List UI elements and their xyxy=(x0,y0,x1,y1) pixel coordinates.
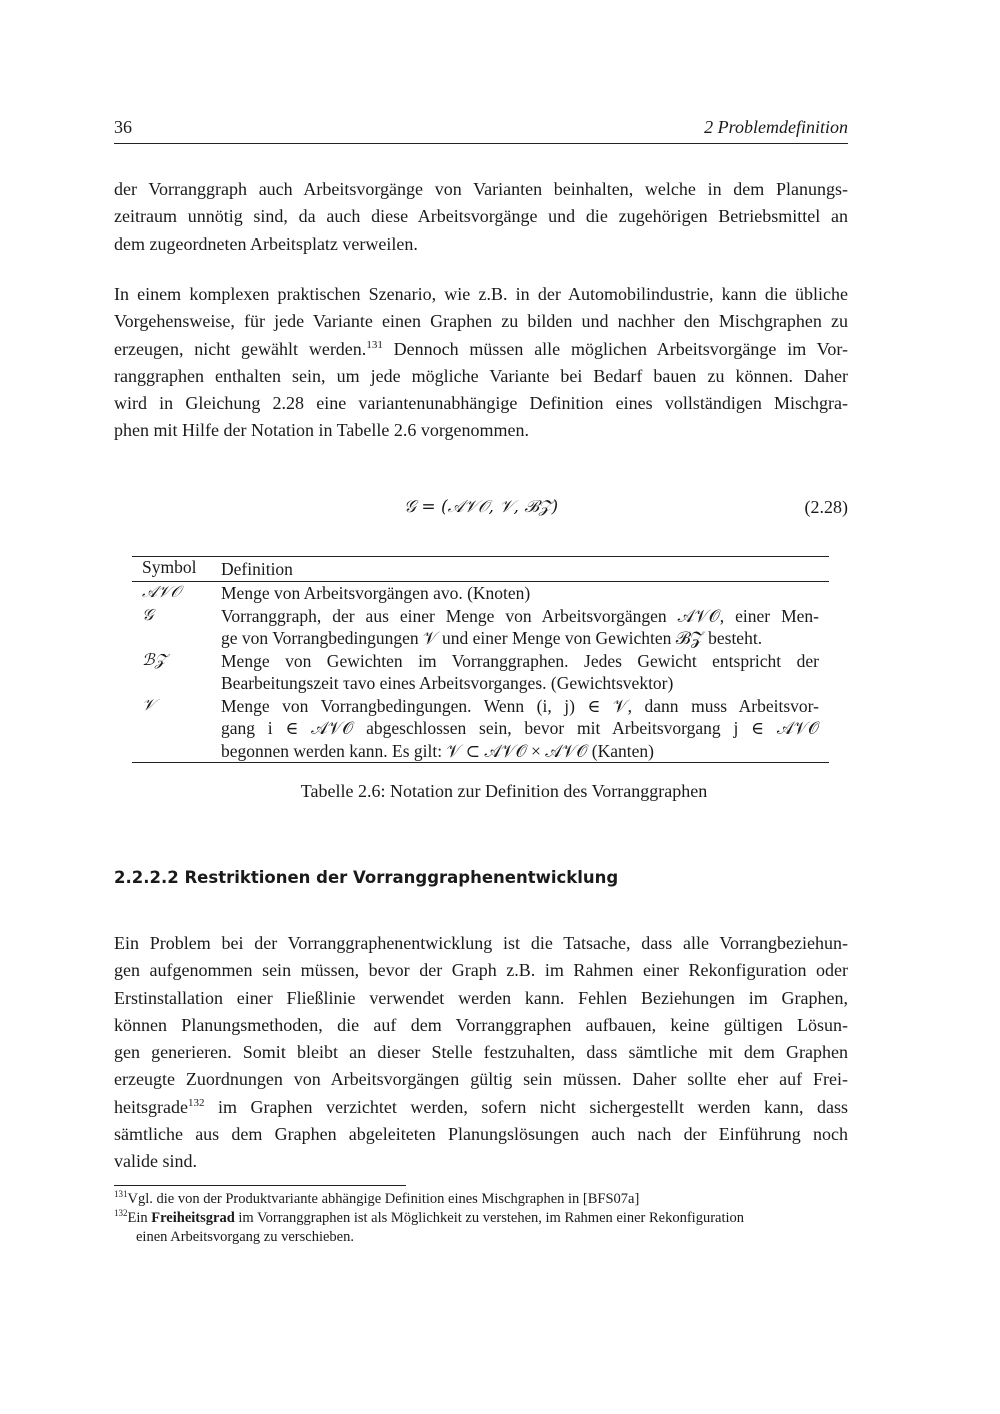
footnote-132 xyxy=(114,1209,848,1247)
row-symbol: 𝒢 xyxy=(142,604,154,624)
text-line: sämtliche aus dem Graphen abgeleiteten Planungslösungen auch nach der Einführung noch xyxy=(114,1124,848,1145)
table-row xyxy=(132,605,829,650)
row-definition xyxy=(221,695,819,763)
text-line: phen mit Hilfe der Notation in Tabelle 2.6 vorgenommen. xyxy=(114,420,529,441)
text-fragment: im Graphen verzichtet werden, sofern nicht sichergestellt werden kann, dass xyxy=(204,1096,848,1117)
text-line: Vorgehensweise, für jede Variante einen Graphen zu bilden und nachher den Mischgraphen zu xyxy=(114,311,848,332)
text-line xyxy=(114,336,848,363)
definition-line: Bearbeitungszeit τavo eines Arbeitsvorganges. (Gewichtsvektor) xyxy=(221,673,674,693)
running-section-title: 2 Problemdefinition xyxy=(704,117,848,137)
subsection-heading: 2.2.2.2 Restriktionen der Vorranggraphenentwicklung xyxy=(114,868,619,887)
equation-formula: 𝒢 = (𝒜𝒱𝒪, 𝒱, ℬ𝒵) xyxy=(403,497,559,517)
footnote-mark: 131 xyxy=(114,1189,128,1200)
text-line: zeitraum unnötig sind, da auch diese Arbeitsvorgänge und die zugehörigen Betriebsmittel an xyxy=(114,206,848,227)
footnote-text: Ein xyxy=(127,1210,152,1226)
text-line: Erstinstallation einer Fließlinie verwendet werden kann. Fehlen Beziehungen im Graphen, xyxy=(114,987,848,1008)
text-line: gen generieren. Somit bleibt an dieser Stelle festzuhalten, dass sämtliche mit dem Graphen xyxy=(114,1042,848,1063)
table-header-row xyxy=(132,557,829,582)
footnote-bold-term: Freiheitsgrad xyxy=(151,1210,235,1226)
footnote-text: Vgl. die von der Produktvariante abhängige Definition eines Mischgraphen in [BFS07a] xyxy=(127,1191,640,1207)
paragraph-1 xyxy=(114,176,848,258)
text-line: ranggraphen enthalten sein, um jede mögliche Variante bei Bedarf bauen zu können. Daher xyxy=(114,365,848,386)
footnote-line xyxy=(114,1209,848,1228)
table-row xyxy=(132,650,829,695)
definition-line: Menge von Arbeitsvorgängen avo. (Knoten) xyxy=(221,583,531,603)
paragraph-3 xyxy=(114,930,848,1176)
footnote-line xyxy=(114,1190,848,1209)
table-caption: Tabelle 2.6: Notation zur Definition des Vorranggraphen xyxy=(300,781,708,801)
text-line: dem zugeordneten Arbeitsplatz verweilen. xyxy=(114,233,418,254)
definition-line: gang i ∈ 𝒜𝒱𝒪 abgeschlossen sein, bevor mit Arbeitsvorgang j ∈ 𝒜𝒱𝒪 xyxy=(221,718,819,738)
footnote-131 xyxy=(114,1190,848,1209)
text-fragment: heitsgrade xyxy=(114,1096,188,1117)
page-number: 36 xyxy=(114,117,132,137)
row-symbol: ℬ𝒵 xyxy=(142,649,167,669)
footnote-divider xyxy=(114,1185,406,1186)
text-fragment: Dennoch müssen alle möglichen Arbeitsvorgänge im Vor- xyxy=(382,338,848,359)
text-line: gen aufgenommen sein müssen, bevor der Graph z.B. im Rahmen einer Rekonfiguration oder xyxy=(114,960,848,981)
footnote-mark: 132 xyxy=(114,1208,128,1219)
header-symbol: Symbol xyxy=(142,557,197,577)
table-row xyxy=(132,582,829,605)
definition-line: ge von Vorrangbedingungen 𝒱 und einer Menge von Gewichten ℬ𝒵 besteht. xyxy=(221,628,763,648)
text-fragment: erzeugen, nicht gewählt werden. xyxy=(114,338,367,359)
text-line xyxy=(114,1094,848,1121)
text-line: erzeugte Zuordnungen von Arbeitsvorgängen gültig sein müssen. Daher sollte eher auf Frei- xyxy=(114,1069,848,1090)
definition-line: Menge von Vorrangbedingungen. Wenn (i, j) ∈ 𝒱, dann muss Arbeitsvor- xyxy=(221,695,819,716)
row-definition xyxy=(221,605,819,650)
equation-2-28 xyxy=(114,497,848,525)
paragraph-2 xyxy=(114,281,848,445)
running-header xyxy=(114,117,848,144)
row-definition xyxy=(221,582,819,605)
table-row xyxy=(132,695,829,763)
text-line: In einem komplexen praktischen Szenario, wie z.B. in der Automobilindustrie, kann die übliche xyxy=(114,284,848,304)
row-definition xyxy=(221,650,819,695)
definition-line: Vorranggraph, der aus einer Menge von Arbeitsvorgängen 𝒜𝒱𝒪, einer Men- xyxy=(221,605,819,626)
footnote-ref-131[interactable]: 131 xyxy=(366,338,383,351)
text-line: der Vorranggraph auch Arbeitsvorgänge von Varianten beinhalten, welche in dem Planungs- xyxy=(114,179,848,199)
text-line: valide sind. xyxy=(114,1151,197,1172)
text-line: wird in Gleichung 2.28 eine variantenunabhängige Definition eines vollständigen Mischgra- xyxy=(114,393,848,414)
text-line: können Planungsmethoden, die auf dem Vorranggraphen aufbauen, keine gültigen Lösun- xyxy=(114,1014,848,1035)
header-definition: Definition xyxy=(221,559,293,579)
text-line: Ein Problem bei der Vorranggraphenentwicklung ist die Tatsache, dass alle Vorrangbeziehun- xyxy=(114,933,848,953)
footnote-ref-132[interactable]: 132 xyxy=(187,1096,205,1109)
definition-line: Menge von Gewichten im Vorranggraphen. Jedes Gewicht entspricht der xyxy=(221,650,819,671)
equation-number: (2.28) xyxy=(804,497,848,517)
footnote-text: im Vorranggraphen ist als Möglichkeit zu verstehen, im Rahmen einer Rekonfiguration xyxy=(234,1210,745,1226)
footnote-line: einen Arbeitsvorgang zu verschieben. xyxy=(136,1229,354,1245)
row-symbol: 𝒱 xyxy=(142,694,156,714)
definition-line: begonnen werden kann. Es gilt: 𝒱 ⊂ 𝒜𝒱𝒪 × 𝒜𝒱𝒪 (Kanten) xyxy=(221,740,654,761)
notation-table xyxy=(132,556,829,763)
row-symbol: 𝒜𝒱𝒪 xyxy=(142,582,181,601)
